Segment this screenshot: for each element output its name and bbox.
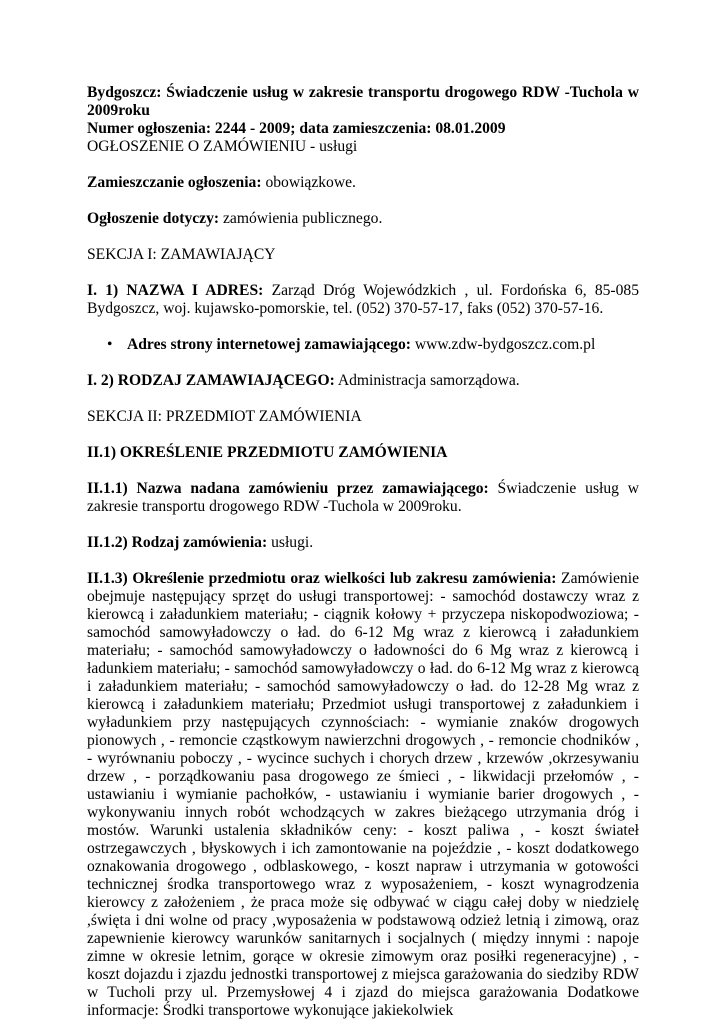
- contracting-type-value: Administracja samorządowa.: [337, 372, 520, 389]
- section1-heading: SEKCJA I: ZAMAWIAJĄCY: [87, 246, 276, 263]
- order-scope-paragraph: [87, 570, 639, 1020]
- order-name-value: Świadczenie usług w zakresie transportu drogowego RDW -Tuchola w 2009roku.: [87, 480, 639, 515]
- contracting-type-paragraph: [87, 372, 639, 390]
- name-address-label: I. 1) NAZWA I ADRES:: [87, 282, 264, 299]
- order-name-label: II.1.1) Nazwa nadana zamówieniu przez zamawiającego:: [87, 480, 489, 497]
- section2-subheading-text: II.1) OKREŚLENIE PRZEDMIOTU ZAMÓWIENIA: [87, 444, 448, 461]
- placement-paragraph: [87, 174, 639, 192]
- document-page: [87, 84, 639, 1020]
- order-kind-paragraph: [87, 534, 639, 552]
- document-title: [87, 84, 639, 120]
- website-label: Adres strony internetowej zamawiającego:: [127, 336, 411, 353]
- order-scope-label: II.1.3) Określenie przedmiotu oraz wielkości lub zakresu zamówienia:: [87, 570, 557, 587]
- order-kind-label: II.1.2) Rodzaj zamówienia:: [87, 534, 268, 551]
- notice-type: OGŁOSZENIE O ZAMÓWIENIU - usługi: [87, 138, 358, 155]
- placement-label: Zamieszczanie ogłoszenia:: [87, 174, 262, 191]
- notice-number: [87, 120, 639, 138]
- website-list-item: [87, 336, 639, 354]
- placement-value: obowiązkowe.: [265, 174, 356, 191]
- name-address-paragraph: [87, 282, 639, 318]
- concerns-value: zamówienia publicznego.: [223, 210, 383, 227]
- bullet-icon: •: [107, 336, 113, 353]
- title-text: Bydgoszcz: Świadczenie usług w zakresie transportu drogowego RDW -Tuchola w 2009roku: [87, 84, 639, 119]
- section2-subheading: [87, 444, 639, 462]
- contracting-type-label: I. 2) RODZAJ ZAMAWIAJĄCEGO:: [87, 372, 335, 389]
- website-value: www.zdw-bydgoszcz.com.pl: [414, 336, 596, 353]
- website-list: [87, 336, 639, 354]
- section2-heading: SEKCJA II: PRZEDMIOT ZAMÓWIENIA: [87, 408, 362, 425]
- order-scope-value: Zamówienie obejmuje następujący sprzęt do usługi transportowej: - samochód dostawczy wraz z kierowcą i załadunkiem materiału; - ciągnik kołowy + przyczepa niskopodwoziowa; - samochód samowyładowczy o ład. do 6-12 Mg wraz z kierowcą i załadunkiem materiału; - samochód samowyładowczy o ładowności do 6 Mg wraz z kierowcą i ładunkiem materiału; - samochód samowyładowczy o ład. do 6-12 Mg wraz z kierowcą i załadunkiem materiału; - samochód samowyładowczy o ład. do 12-28 Mg wraz z kierowcą i załadunkiem materiału; Przedmiot usługi transportowej z załadunkiem i wyładunkiem przy następujących czynnościach: - wymianie znaków drogowych pionowych , - remoncie cząstkowym nawierzchni drogowych , - remoncie chodników , - wyrównaniu poboczy , - wycince suchych i chorych drzew , krzewów ,okrzesywaniu drzew , - porządkowaniu pasa drogowego ze śmieci , - likwidacji przełomów , - ustawianiu i wymianie pachołków, - ustawianiu i wymianie barier drogowych , - wykonywaniu innych robót wchodzących w zakres bieżącego utrzymania dróg i mostów. Warunki ustalenia składników ceny: - koszt paliwa , - koszt świateł ostrzegawczych , błyskowych i ich zamontowanie na pojeździe , - koszt dodatkowego oznakowania drogowego , odblaskowego, - koszt napraw i utrzymania w gotowości technicznej środka transportowego wraz z wyposażeniem, - koszt wynagrodzenia kierowcy z założeniem , że praca może się odbywać w ciągu całej doby w niedzielę ,święta i dni wolne od pracy ,wyposażenia w podstawową odzież letnią i zimową, oraz zapewnienie kierowcy warunków sanitarnych i socjalnych ( między innymi : napoje zimne w okresie letnim, gorące w okresie zimowym oraz posiłki regeneracyjne) , - koszt dojazdu i zjazdu jednostki transportowej z miejsca garażowania do siedziby RDW w Tucholi przy ul. Przemysłowej 4 i zjazd do miejsca garażowania Dodatkowe informacje: Środki transportowe wykonujące jakiekolwiek: [87, 570, 639, 1019]
- name-address-value: Zarząd Dróg Wojewódzkich , ul. Fordońska 6, 85-085 Bydgoszcz, woj. kujawsko-pomorskie, tel. (052) 370-57-17, faks (052) 370-57-16.: [87, 282, 639, 317]
- notice-number-text: Numer ogłoszenia: 2244 - 2009; data zamieszczenia: 08.01.2009: [87, 120, 506, 137]
- concerns-paragraph: [87, 210, 639, 228]
- concerns-label: Ogłoszenie dotyczy:: [87, 210, 220, 227]
- order-kind-value: usługi.: [271, 534, 314, 551]
- order-name-paragraph: [87, 480, 639, 516]
